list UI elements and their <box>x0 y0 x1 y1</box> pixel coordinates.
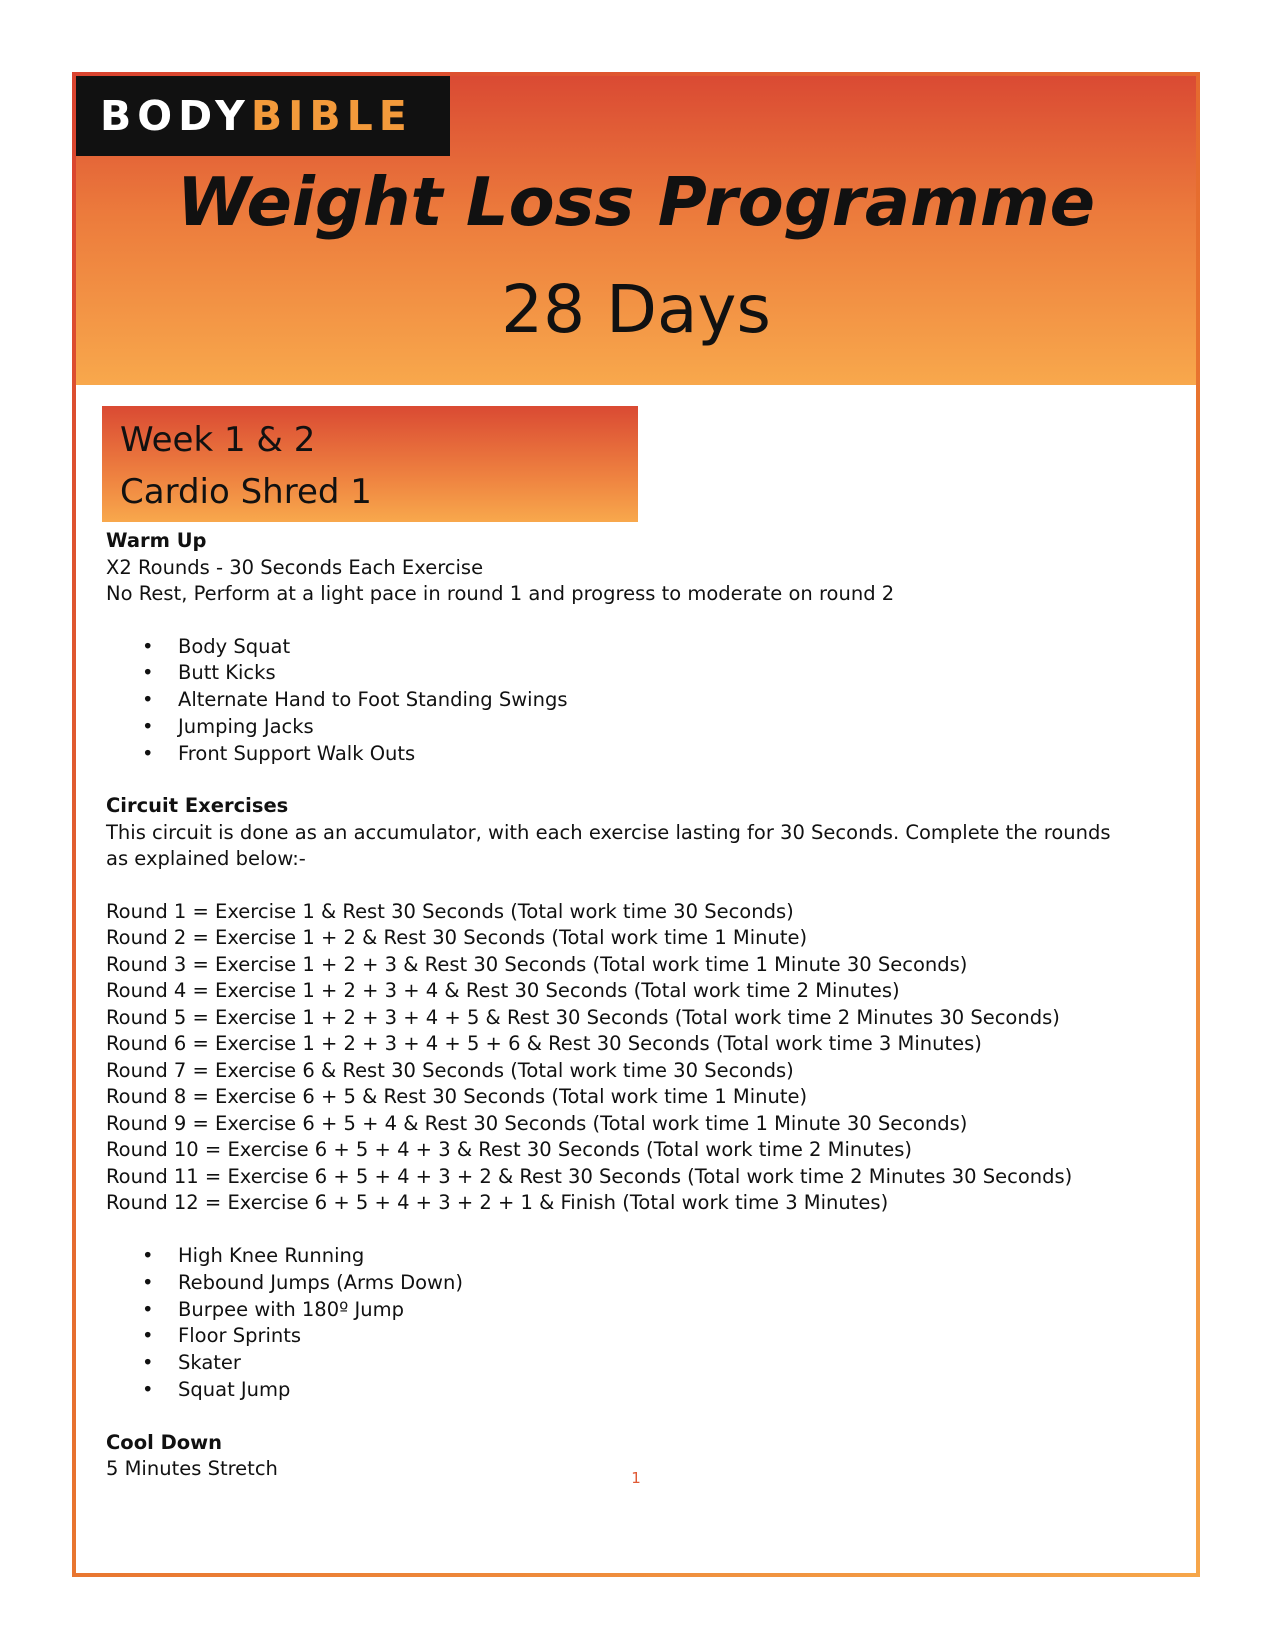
list-item: • Butt Kicks <box>106 660 1166 687</box>
cool-down-heading: Cool Down <box>106 1430 223 1454</box>
round-line: Round 6 = Exercise 1 + 2 + 3 + 4 + 5 + 6 & Rest 30 Seconds (Total work time 3 Minutes) <box>106 1032 982 1056</box>
page-subtitle: 28 Days <box>501 271 771 348</box>
round-line: Round 1 = Exercise 1 & Rest 30 Seconds (Total work time 30 Seconds) <box>106 899 794 923</box>
list-item: • High Knee Running <box>106 1243 1166 1270</box>
round-line: Round 9 = Exercise 6 + 5 + 4 & Rest 30 Seconds (Total work time 1 Minute 30 Seconds) <box>106 1111 968 1135</box>
round-line: Round 3 = Exercise 1 + 2 + 3 & Rest 30 Seconds (Total work time 1 Minute 30 Seconds) <box>106 952 968 976</box>
list-item: • Front Support Walk Outs <box>106 741 1166 768</box>
list-item: • Floor Sprints <box>106 1323 1166 1350</box>
warm-up-instructions: No Rest, Perform at a light pace in round 1 and progress to moderate on round 2 <box>106 582 895 605</box>
round-line: Round 2 = Exercise 1 + 2 & Rest 30 Seconds (Total work time 1 Minute) <box>106 926 808 950</box>
week-banner <box>102 406 638 522</box>
circuit-heading: Circuit Exercises <box>106 794 289 818</box>
list-item: • Rebound Jumps (Arms Down) <box>106 1270 1166 1297</box>
logo-part-bible: BIBLE <box>250 92 413 140</box>
round-line: Round 12 = Exercise 6 + 5 + 4 + 3 + 2 + 1 & Finish (Total work time 3 Minutes) <box>106 1191 889 1215</box>
warm-up-heading: Warm Up <box>106 529 207 552</box>
circuit-intro: This circuit is done as an accumulator, with each exercise lasting for 30 Seconds. Complete the rounds as explained below:- <box>106 820 1111 871</box>
list-item: • Body Squat <box>106 634 1166 661</box>
header-banner <box>76 76 1196 385</box>
session-label: Cardio Shred 1 <box>120 472 372 512</box>
warm-up-list <box>106 634 1166 768</box>
week-label: Week 1 & 2 <box>120 420 316 460</box>
list-item: • Burpee with 180º Jump <box>106 1297 1166 1324</box>
bodybible-logo <box>76 76 450 156</box>
round-line: Round 5 = Exercise 1 + 2 + 3 + 4 + 5 & Rest 30 Seconds (Total work time 2 Minutes 30 Seconds) <box>106 1005 1060 1029</box>
content <box>106 528 1166 1483</box>
page-title: Weight Loss Programme <box>176 163 1096 241</box>
cool-down-text: 5 Minutes Stretch <box>106 1457 278 1481</box>
round-line: Round 11 = Exercise 6 + 5 + 4 + 3 + 2 & Rest 30 Seconds (Total work time 2 Minutes 30 Seconds) <box>106 1164 1073 1188</box>
circuit-list <box>106 1243 1166 1404</box>
list-item: • Squat Jump <box>106 1377 1166 1404</box>
round-line: Round 7 = Exercise 6 & Rest 30 Seconds (Total work time 30 Seconds) <box>106 1058 794 1082</box>
list-item: • Skater <box>106 1350 1166 1377</box>
page-frame <box>72 72 1200 1577</box>
page-number: 1 <box>631 1469 641 1487</box>
warm-up-rounds: X2 Rounds - 30 Seconds Each Exercise <box>106 555 484 579</box>
round-line: Round 10 = Exercise 6 + 5 + 4 + 3 & Rest 30 Seconds (Total work time 2 Minutes) <box>106 1138 912 1162</box>
rounds-list <box>106 899 1166 1217</box>
list-item: • Jumping Jacks <box>106 714 1166 741</box>
list-item: • Alternate Hand to Foot Standing Swings <box>106 687 1166 714</box>
round-line: Round 4 = Exercise 1 + 2 + 3 + 4 & Rest 30 Seconds (Total work time 2 Minutes) <box>106 979 900 1003</box>
logo-part-body: BODY <box>100 92 251 140</box>
round-line: Round 8 = Exercise 6 + 5 & Rest 30 Seconds (Total work time 1 Minute) <box>106 1085 808 1109</box>
